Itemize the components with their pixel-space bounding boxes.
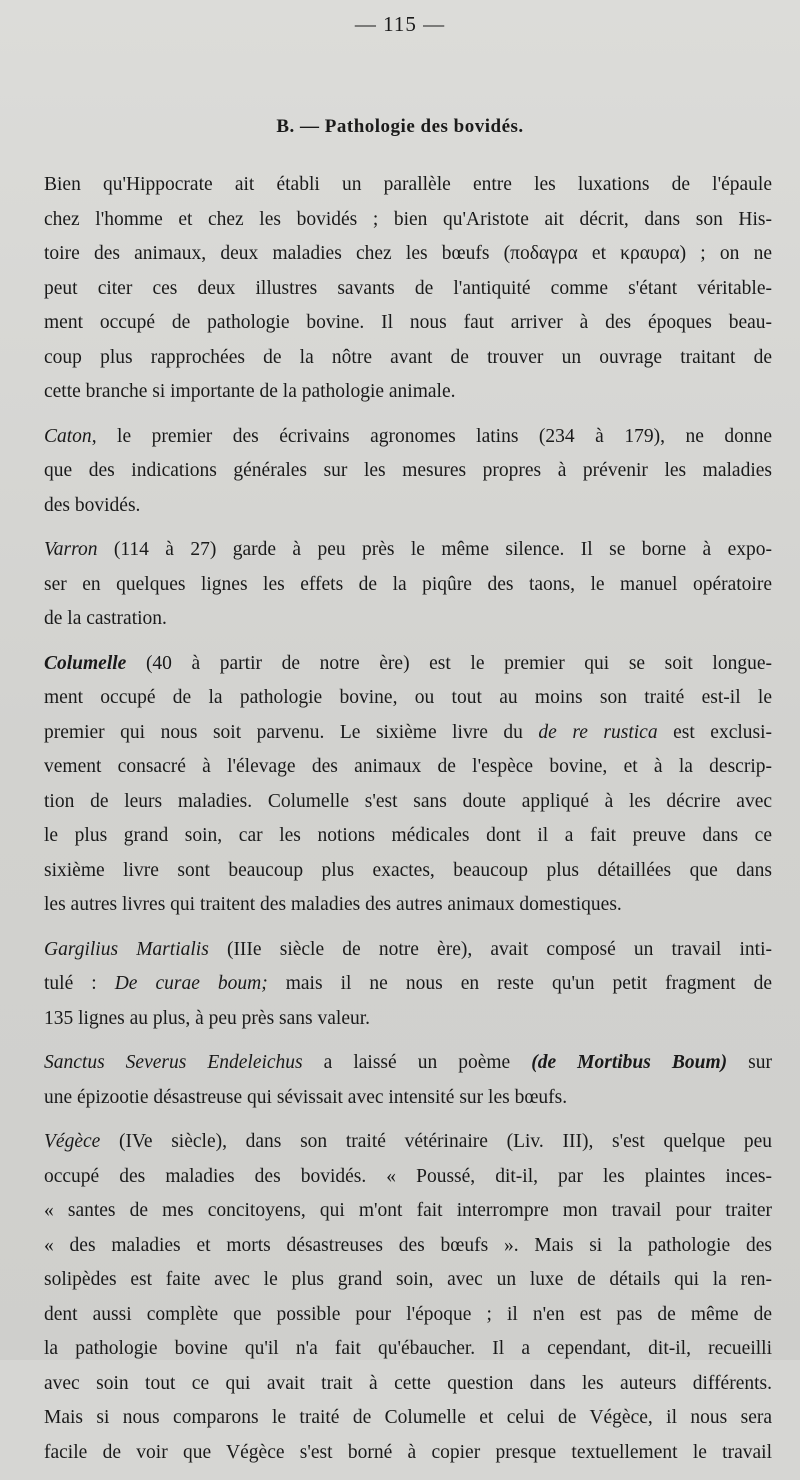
text-line: la pathologie bovine qu'il n'a fait qu'ébaucher. Il a cependant, dit-il, recueilli [44, 1338, 772, 1359]
text-line: « des maladies et morts désastreuses des bœufs ». Mais si la pathologie des [44, 1234, 772, 1256]
section-title: B. — Pathologie des bovidés. [276, 116, 524, 137]
text-line: tulé : De curae boum; mais il ne nous en reste qu'un petit fragment de [44, 973, 772, 994]
text-line: une épizootie désastreuse qui sévissait avec intensité sur les bœufs. [44, 1086, 568, 1108]
text-line: premier qui nous soit parvenu. Le sixième livre du de re rustica est exclusi- [44, 721, 773, 743]
author-name: Gargilius Martialis [44, 938, 209, 960]
text-line: les autres livres qui traitent des maladies des autres animaux domestiques. [44, 894, 622, 915]
text-line: que des indications générales sur les mesures propres à prévenir les maladies [44, 460, 772, 481]
text-line: Columelle (40 à partir de notre ère) est le premier qui se soit longue- [44, 652, 772, 674]
text-line: Varron (114 à 27) garde à peu près le même silence. Il se borne à expo- [44, 539, 772, 560]
text-line: sixième livre sont beaucoup plus exactes, beaucoup plus détaillées que dans [44, 859, 772, 881]
text-line: Sanctus Severus Endeleichus a laissé un poème (de Mortibus Boum) sur [44, 1052, 772, 1073]
text-line: coup plus rapprochées de la nôtre avant de trouver un ouvrage traitant de [44, 346, 772, 368]
paragraph-caton [44, 420, 772, 524]
paragraph-varron [44, 533, 772, 637]
text-line: Végèce (IVe siècle), dans son traité vétérinaire (Liv. III), s'est quelque peu [44, 1131, 772, 1152]
text-line: Mais si nous comparons le traité de Columelle et celui de Végèce, il nous sera [44, 1407, 772, 1428]
text-line: cette branche si importante de la pathologie animale. [44, 381, 456, 402]
text-line: ment occupé de pathologie bovine. Il nous faut arriver à des époques beau- [44, 312, 772, 333]
paragraph-columelle [44, 647, 772, 923]
text-line: Gargilius Martialis (IIIe siècle de notre ère), avait composé un travail inti- [44, 938, 772, 960]
text-line: solipèdes est faite avec le plus grand soin, avec un luxe de détails qui la ren- [44, 1269, 772, 1290]
text-line: le plus grand soin, car les notions médicales dont il a fait preuve dans ce [44, 825, 772, 846]
text-line: de la castration. [44, 608, 167, 629]
author-name: Caton [44, 425, 92, 447]
text-line: chez l'homme et chez les bovidés ; bien qu'Aristote ait décrit, dans son His- [44, 208, 772, 230]
work-title: (de Mortibus Boum) [531, 1052, 728, 1073]
text-line: vement consacré à l'élevage des animaux de l'espèce bovine, et à la descrip- [44, 756, 772, 777]
paragraph-gargilius [44, 933, 772, 1037]
text-line: facile de voir que Végèce s'est borné à copier presque textuellement le travail [44, 1441, 772, 1463]
text-line: « santes de mes concitoyens, qui m'ont fait interrompre mon travail pour traiter [44, 1200, 772, 1221]
author-name: Végèce [44, 1131, 101, 1152]
paragraph-hippocrate-aristote [44, 168, 772, 410]
text-line: Caton, le premier des écrivains agronomes latins (234 à 179), ne donne [44, 425, 772, 447]
text-line: Bien qu'Hippocrate ait établi un parallèle entre les luxations de l'épaule [44, 174, 772, 195]
text-line: tion de leurs maladies. Columelle s'est sans doute appliqué à les décrire avec [44, 790, 772, 812]
page-number: — 115 — [354, 12, 446, 36]
text-line: toire des animaux, deux maladies chez les bœufs (ποδαγρα et κραυρα) ; on ne [44, 243, 772, 264]
text-line: peut citer ces deux illustres savants de l'antiquité comme s'étant véritable- [44, 277, 772, 299]
text-line: ser en quelques lignes les effets de la piqûre des taons, le manuel opératoire [44, 573, 772, 595]
text-line: dent aussi complète que possible pour l'époque ; il n'en est pas de même de [44, 1303, 772, 1325]
paragraph-endeleichus [44, 1046, 772, 1115]
body-text [44, 168, 772, 1480]
work-title: De curae boum; [114, 973, 268, 994]
text-line: occupé des maladies des bovidés. « Poussé, dit-il, par les plaintes inces- [44, 1165, 772, 1187]
author-name: Sanctus Severus Endeleichus [44, 1052, 303, 1073]
text-line: avec soin tout ce qui avait trait à cette question dans les auteurs différents. [44, 1372, 772, 1394]
author-name: Varron [44, 539, 98, 560]
text-line: 135 lignes au plus, à peu près sans valeur. [44, 1007, 371, 1029]
work-title: de re rustica [538, 721, 658, 743]
author-name: Columelle [44, 652, 127, 674]
text-line: ment occupé de la pathologie bovine, ou tout au moins son traité est-il le [44, 687, 772, 708]
paragraph-vegece [44, 1125, 772, 1470]
text-line: des bovidés. [44, 494, 141, 516]
